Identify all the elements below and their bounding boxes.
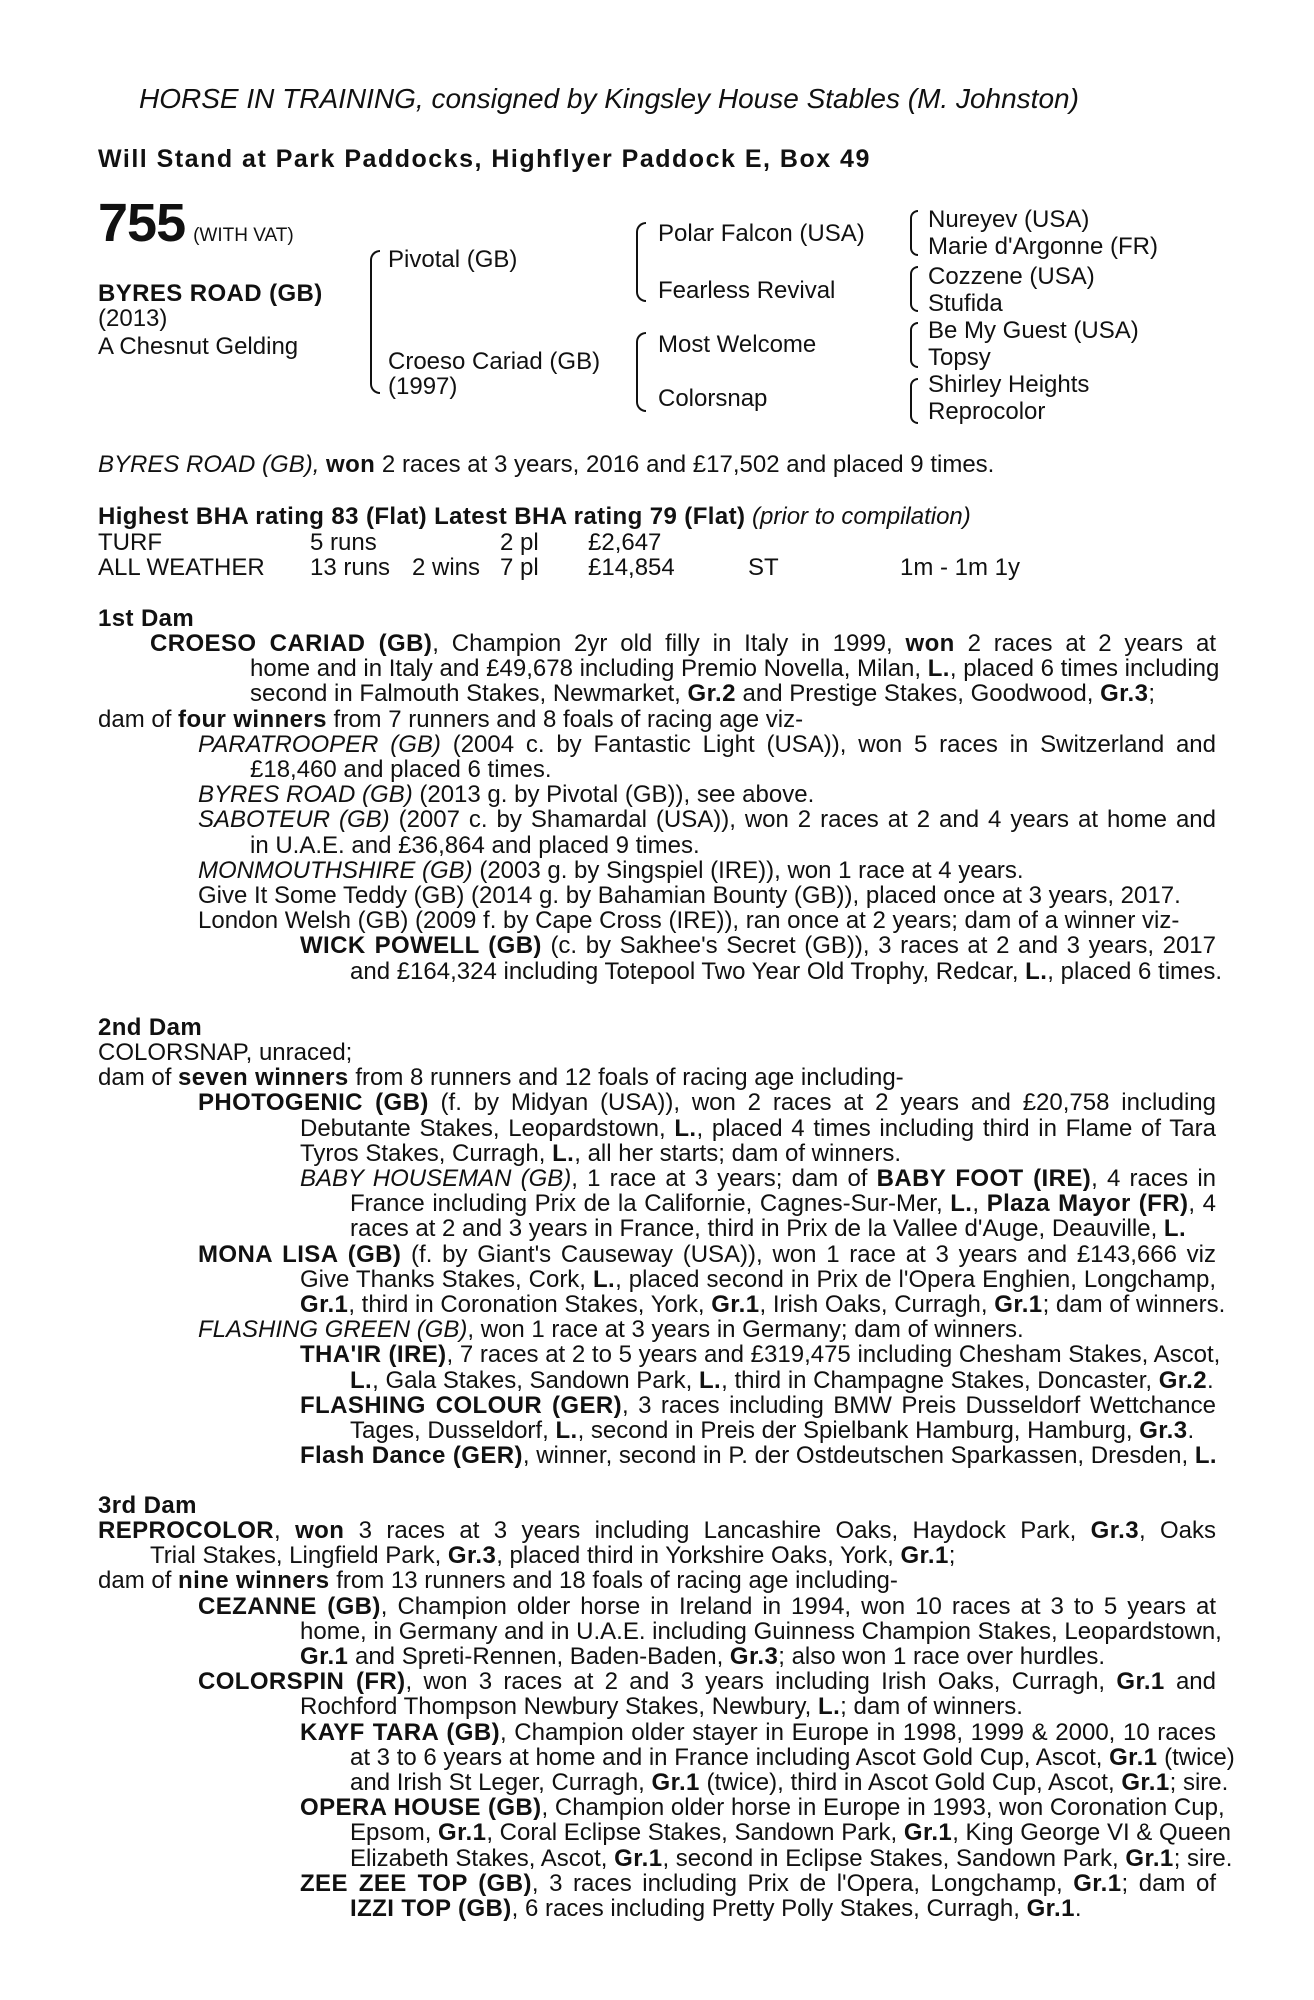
third-dam-line: [98, 1896, 1216, 1921]
text-run: ,: [274, 1517, 296, 1544]
pedigree-brace-g1: [910, 210, 918, 256]
aw-wins: 2 wins: [412, 554, 481, 581]
third-dam-line: [98, 1669, 1216, 1694]
third-dam-line: [98, 1568, 1216, 1593]
second-dam-line: [98, 1443, 1216, 1468]
text-run: , 6 races including Pretty Polly Stakes, Curragh,: [511, 1895, 1027, 1922]
text-run: OPERA HOUSE (GB): [300, 1794, 542, 1822]
aw-distance: 1m - 1m 1y: [900, 554, 1021, 581]
text-run: 2 races at 2 years at: [954, 630, 1216, 657]
text-run: CROESO CARIAD (GB): [150, 630, 433, 657]
text-run: and Spreti-Rennen, Baden-Baden,: [348, 1643, 730, 1670]
text-run: L.: [927, 655, 950, 683]
text-run: Gr.1: [651, 1769, 700, 1796]
horse-name: BYRES ROAD (GB): [98, 280, 323, 307]
text-run: Gr.3: [1139, 1417, 1188, 1444]
first-dam-line: [98, 858, 1216, 883]
text-run: L.: [555, 1417, 578, 1444]
text-run: Elizabeth Stakes, Ascot,: [350, 1844, 615, 1872]
text-run: Tyros Stakes, Curragh,: [300, 1139, 553, 1167]
text-run: FLASHING GREEN (GB): [198, 1316, 468, 1344]
third-dam-line: [98, 1871, 1216, 1896]
text-run: REPROCOLOR: [98, 1517, 275, 1544]
third-dam-line: [98, 1594, 1216, 1619]
first-dam-line: [98, 908, 1216, 933]
text-run: .: [1074, 1895, 1082, 1922]
horse-description: A Chesnut Gelding: [98, 333, 299, 360]
turf-runs: 5 runs: [310, 529, 377, 556]
text-run: home, in Germany and in U.A.E. including Guinness Champion Stakes, Leopardstown,: [300, 1617, 1222, 1645]
first-dam-line: [98, 883, 1216, 908]
first-dam-line: [98, 757, 1216, 782]
first-dam-line: [98, 807, 1216, 832]
text-run: Gr.3: [1090, 1517, 1139, 1544]
summary-name: BYRES ROAD (GB),: [98, 451, 320, 478]
text-run: from 13 runners and 18 foals of racing age including-: [329, 1567, 898, 1595]
text-run: , third in Coronation Stakes, York,: [348, 1291, 712, 1318]
lot-number: 755: [98, 193, 186, 253]
text-run: ; dam of winners.: [1042, 1291, 1226, 1318]
third-dam-line: [98, 1794, 1225, 1822]
text-run: won: [295, 1517, 345, 1544]
third-dam-line: [98, 1518, 1216, 1543]
text-run: COLORSPIN (FR): [198, 1668, 406, 1696]
text-run: four winners: [178, 705, 327, 733]
text-run: dam of: [98, 1567, 179, 1595]
text-run: (twice), third in Ascot Gold Cup, Ascot,: [699, 1769, 1122, 1796]
second-dam-line: [98, 1317, 1216, 1342]
text-run: , 3 races including Prix de l'Opera, Longchamp,: [531, 1869, 1074, 1897]
text-run: £18,460 and placed 6 times.: [250, 756, 552, 783]
summary-rest: 2 races at 3 years, 2016 and £17,502 and placed 9 times.: [381, 451, 995, 478]
text-run: ,: [972, 1190, 987, 1218]
text-run: , Irish Oaks, Curragh,: [759, 1291, 995, 1318]
text-run: , placed 4 times including third in Flame of Tara: [696, 1114, 1216, 1142]
second-dam-line: [98, 1141, 1216, 1166]
text-run: Gr.1: [438, 1819, 487, 1847]
text-run: , Champion older horse in Europe in 1993, won Coronation Cup,: [541, 1794, 1225, 1822]
text-run: (2004 c. by Fantastic Light (USA)), won 5 races in Switzerland and: [440, 730, 1216, 758]
pedigree-ggs-8: Reprocolor: [928, 398, 1046, 425]
text-run: (f. by Midyan (USA)), won 2 races at 2 years and £20,758 including: [428, 1089, 1216, 1117]
text-run: Gr.3: [729, 1643, 779, 1670]
pedigree-brace-main: [370, 250, 380, 394]
text-run: , 1 race at 3 years; dam of: [571, 1165, 877, 1192]
third-dam-line: [98, 1644, 1216, 1669]
text-run: CEZANNE (GB): [198, 1592, 381, 1620]
text-run: Gr.1: [711, 1291, 760, 1318]
text-run: (2007 c. by Shamardal (USA)), won 2 races at 2 and 4 years at home and: [389, 806, 1216, 834]
pedigree-dam-year: (1997): [388, 373, 458, 400]
turf-placed: 2 pl: [500, 529, 539, 556]
vat-note: (WITH VAT): [193, 225, 294, 246]
text-run: and Irish St Leger, Curragh,: [350, 1769, 652, 1796]
text-run: ;: [948, 1542, 956, 1570]
third-dam-line: [98, 1769, 1229, 1796]
text-run: Gr.1: [1125, 1844, 1174, 1872]
second-dam-line: [98, 1341, 1221, 1369]
second-dam-line: [98, 1418, 1216, 1443]
pedigree-gs1: Polar Falcon (USA): [658, 220, 865, 247]
text-run: , Gala Stakes, Sandown Park,: [372, 1366, 699, 1394]
text-run: second in Falmouth Stakes, Newmarket,: [250, 680, 688, 708]
text-run: ; dam of: [1121, 1869, 1217, 1897]
aw-money: £14,854: [588, 554, 675, 581]
pedigree-sire: Pivotal (GB): [388, 246, 518, 273]
text-run: , Coral Eclipse Stakes, Sandown Park,: [486, 1819, 904, 1847]
text-run: dam of: [98, 705, 179, 733]
text-run: , Champion older stayer in Europe in 1998, 1999 & 2000, 10 races: [499, 1718, 1216, 1746]
first-dam-line: [98, 933, 1216, 958]
text-run: , 7 races at 2 to 5 years and £319,475 including Chesham Stakes, Ascot,: [446, 1341, 1221, 1369]
third-dam-line: [98, 1720, 1216, 1745]
first-dam-line: [98, 631, 1216, 656]
text-run: Gr.2: [687, 680, 736, 708]
text-run: ; dam of winners.: [840, 1693, 1023, 1721]
text-run: Gr.1: [614, 1844, 663, 1872]
text-run: L.: [592, 1265, 616, 1293]
text-run: KAYF TARA (GB): [300, 1718, 500, 1746]
text-run: ; sire.: [1169, 1769, 1229, 1796]
pedigree-brace-g2: [910, 266, 918, 312]
horse-year: (2013): [98, 305, 168, 332]
first-dam-line: [98, 732, 1216, 757]
text-run: ; also won 1 race over hurdles.: [778, 1643, 1106, 1670]
text-run: nine winners: [178, 1567, 330, 1595]
text-run: (2003 g. by Singspiel (IRE)), won 1 race at 4 years.: [472, 856, 1024, 884]
pedigree-gs4: Colorsnap: [658, 385, 768, 412]
text-run: Gr.1: [994, 1291, 1043, 1318]
third-dam-line: [98, 1819, 1232, 1847]
text-run: Gr.2: [1158, 1366, 1208, 1394]
text-run: Gr.1: [1121, 1769, 1170, 1796]
text-run: L.: [698, 1366, 722, 1394]
ratings-note: (prior to compilation): [752, 503, 971, 530]
text-run: THA'IR (IRE): [300, 1341, 447, 1369]
text-run: (2013 g. by Pivotal (GB)), see above.: [412, 781, 815, 809]
ratings-heading: Highest BHA rating 83 (Flat) Latest BHA rating 79 (Flat): [98, 503, 746, 530]
text-run: , Oaks: [1138, 1517, 1217, 1544]
text-run: , 4: [1188, 1190, 1216, 1218]
text-run: .: [1207, 1366, 1214, 1394]
pedigree-ggs-7: Shirley Heights: [928, 371, 1090, 398]
text-run: , second in Preis der Spielbank Hamburg, Hamburg,: [577, 1417, 1140, 1444]
second-dam-line: [98, 1166, 1216, 1191]
text-run: Trial Stakes, Lingfield Park,: [150, 1542, 448, 1570]
text-run: at 3 to 6 years at home and in France including Ascot Gold Cup, Ascot,: [350, 1743, 1110, 1771]
second-dam-line: [98, 1191, 1216, 1216]
second-dam-line: [98, 1291, 1226, 1318]
second-dam-heading: 2nd Dam: [98, 1014, 203, 1041]
aw-label: ALL WEATHER: [98, 554, 265, 581]
second-dam-line: [98, 1368, 1216, 1393]
text-run: seven winners: [178, 1064, 349, 1092]
text-run: , placed third in Yorkshire Oaks, York,: [496, 1542, 901, 1570]
first-dam-line: [98, 655, 1220, 683]
text-run: MONA LISA (GB): [198, 1240, 402, 1268]
second-dam-line: [98, 1090, 1216, 1115]
text-run: IZZI TOP (GB): [350, 1895, 512, 1922]
second-dam-line: [98, 1116, 1216, 1141]
text-run: Gr.1: [1026, 1895, 1075, 1922]
first-dam-line: [98, 782, 1216, 807]
text-run: Tages, Dusseldorf,: [350, 1417, 556, 1444]
text-run: , 4 races in: [1091, 1165, 1217, 1192]
turf-money: £2,647: [588, 529, 662, 556]
text-run: France including Prix de la Californie, Cagnes-Sur-Mer,: [350, 1190, 951, 1218]
aw-placed: 7 pl: [500, 554, 539, 581]
summary-won: won: [326, 451, 376, 478]
text-run: .: [1187, 1417, 1195, 1444]
text-run: Gr.1: [900, 1542, 949, 1570]
text-run: (c. by Sakhee's Secret (GB)), 3 races at 2 and 3 years, 2017: [541, 932, 1217, 960]
text-run: , King George VI & Queen: [952, 1819, 1232, 1847]
text-run: L.: [1163, 1215, 1187, 1243]
turf-label: TURF: [98, 529, 162, 556]
text-run: PARATROOPER (GB): [198, 730, 441, 758]
text-run: L.: [1194, 1442, 1217, 1470]
pedigree-ggs-1: Nureyev (USA): [928, 206, 1090, 233]
lot-number-row: [98, 193, 294, 253]
pedigree-brace-dam: [636, 332, 646, 412]
third-dam-line: [98, 1543, 1216, 1568]
text-run: Gr.1: [1116, 1668, 1165, 1696]
text-run: and Prestige Stakes, Goodwood,: [735, 680, 1101, 708]
pedigree-brace-g4: [910, 378, 918, 424]
text-run: Gr.1: [1073, 1869, 1122, 1897]
pedigree-brace-sire: [636, 222, 646, 302]
text-run: L.: [350, 1366, 373, 1394]
pedigree-brace-g3: [910, 322, 918, 368]
text-run: PHOTOGENIC (GB): [198, 1089, 429, 1117]
text-run: Gr.3: [447, 1542, 497, 1570]
text-run: Flash Dance (GER): [300, 1442, 523, 1470]
stand-location: Will Stand at Park Paddocks, Highflyer Paddock E, Box 49: [98, 145, 871, 173]
text-run: MONMOUTHSHIRE (GB): [198, 856, 473, 884]
second-dam-line: [98, 1216, 1216, 1241]
race-summary: [98, 452, 994, 477]
text-run: L.: [818, 1693, 841, 1721]
text-run: dam of: [98, 1064, 179, 1092]
pedigree-ggs-5: Be My Guest (USA): [928, 317, 1139, 344]
second-dam-line: [98, 1242, 1216, 1267]
text-run: (f. by Giant's Causeway (USA)), won 1 race at 3 years and £143,666 viz: [401, 1240, 1216, 1268]
first-dam-line: [98, 957, 1223, 985]
text-run: , won 1 race at 3 years in Germany; dam of winners.: [467, 1316, 1024, 1344]
text-run: , winner, second in P. der Ostdeutschen Sparkassen, Dresden,: [522, 1442, 1195, 1470]
text-run: , all her starts; dam of winners.: [574, 1139, 902, 1167]
page-title: HORSE IN TRAINING, consigned by Kingsley House Stables (M. Johnston): [139, 83, 1079, 114]
pedigree-ggs-3: Cozzene (USA): [928, 263, 1095, 290]
text-run: , second in Eclipse Stakes, Sandown Park,: [662, 1844, 1126, 1872]
text-run: , placed second in Prix de l'Opera Enghien, Longchamp,: [615, 1265, 1216, 1293]
third-dam-heading: 3rd Dam: [98, 1492, 197, 1519]
text-run: , Champion older horse in Ireland in 1994, won 10 races at 3 to 5 years at: [380, 1592, 1216, 1620]
text-run: Gr.1: [903, 1819, 953, 1847]
text-run: Epsom,: [350, 1819, 439, 1847]
text-run: from 7 runners and 8 foals of racing age viz-: [326, 705, 804, 733]
pedigree-dam: Croeso Cariad (GB): [388, 348, 601, 375]
third-dam-line: [98, 1844, 1233, 1872]
text-run: WICK POWELL (GB): [300, 932, 542, 960]
text-run: Give It Some Teddy (GB) (2014 g. by Bahamian Bounty (GB)), placed once at 3 years, 2017.: [198, 882, 1181, 909]
text-run: L.: [1025, 957, 1048, 985]
text-run: London Welsh (GB) (2009 f. by Cape Cross (IRE)), ran once at 2 years; dam of a winner viz-: [198, 907, 1180, 935]
text-run: Rochford Thompson Newbury Stakes, Newbury,: [300, 1693, 819, 1721]
ratings-heading-row: [98, 504, 971, 529]
second-dam-line: [98, 1393, 1216, 1418]
text-run: BABY HOUSEMAN (GB): [300, 1165, 572, 1192]
second-dam-line: [98, 1040, 1216, 1065]
text-run: Gr.1: [300, 1291, 349, 1318]
text-run: COLORSNAP, unraced;: [98, 1039, 353, 1066]
pedigree-gs3: Most Welcome: [658, 331, 817, 358]
text-run: , placed 6 times.: [1047, 957, 1223, 985]
text-run: L.: [950, 1190, 973, 1218]
text-run: , third in Champagne Stakes, Doncaster,: [721, 1366, 1159, 1394]
pedigree-ggs-4: Stufida: [928, 290, 1003, 317]
third-dam-line: [98, 1617, 1222, 1645]
first-dam-line: [98, 681, 1216, 706]
text-run: , won 3 races at 2 and 3 years including Irish Oaks, Curragh,: [405, 1668, 1117, 1696]
text-run: , 3 races including BMW Preis Dusseldorf Wettchance: [621, 1391, 1217, 1419]
text-run: in U.A.E. and £36,864 and placed 9 times.: [250, 831, 700, 859]
first-dam-line: [98, 707, 1216, 732]
text-run: L.: [552, 1139, 575, 1167]
text-run: races at 2 and 3 years in France, third in Prix de la Vallee d'Auge, Deauville,: [350, 1215, 1164, 1243]
text-run: ;: [1148, 680, 1156, 708]
text-run: Gr.1: [1109, 1743, 1158, 1771]
third-dam-line: [98, 1743, 1235, 1771]
text-run: FLASHING COLOUR (GER): [300, 1391, 622, 1419]
text-run: (twice): [1157, 1743, 1235, 1771]
text-run: , Champion 2yr old filly in Italy in 1999,: [432, 630, 906, 657]
text-run: L.: [674, 1114, 697, 1142]
text-run: Gr.3: [1100, 680, 1149, 708]
text-run: and £164,324 including Totepool Two Year Old Trophy, Redcar,: [350, 957, 1026, 985]
text-run: won: [905, 630, 955, 657]
second-dam-line: [98, 1267, 1216, 1292]
text-run: Plaza Mayor (FR): [986, 1190, 1189, 1218]
second-dam-line: [98, 1065, 1216, 1090]
text-run: BABY FOOT (IRE): [876, 1165, 1092, 1192]
pedigree-ggs-6: Topsy: [928, 344, 991, 371]
pedigree-gs2: Fearless Revival: [658, 277, 836, 304]
text-run: BYRES ROAD (GB): [198, 781, 413, 809]
first-dam-line: [98, 833, 1216, 858]
text-run: SABOTEUR (GB): [198, 806, 390, 834]
text-run: ; sire.: [1173, 1844, 1233, 1872]
text-run: ZEE ZEE TOP (GB): [300, 1869, 532, 1897]
text-run: 3 races at 3 years including Lancashire Oaks, Haydock Park,: [344, 1517, 1091, 1544]
third-dam-line: [98, 1694, 1216, 1719]
text-run: and: [1164, 1668, 1217, 1696]
text-run: Debutante Stakes, Leopardstown,: [300, 1114, 675, 1142]
aw-runs: 13 runs: [310, 554, 391, 581]
text-run: Gr.1: [300, 1643, 349, 1670]
text-run: Give Thanks Stakes, Cork,: [300, 1265, 593, 1293]
pedigree-ggs-2: Marie d'Argonne (FR): [928, 233, 1158, 260]
first-dam-heading: 1st Dam: [98, 605, 195, 632]
aw-going: ST: [748, 554, 779, 581]
text-run: from 8 runners and 12 foals of racing age including-: [348, 1064, 904, 1092]
text-run: home and in Italy and £49,678 including Premio Novella, Milan,: [250, 655, 928, 683]
text-run: , placed 6 times including: [949, 655, 1220, 683]
